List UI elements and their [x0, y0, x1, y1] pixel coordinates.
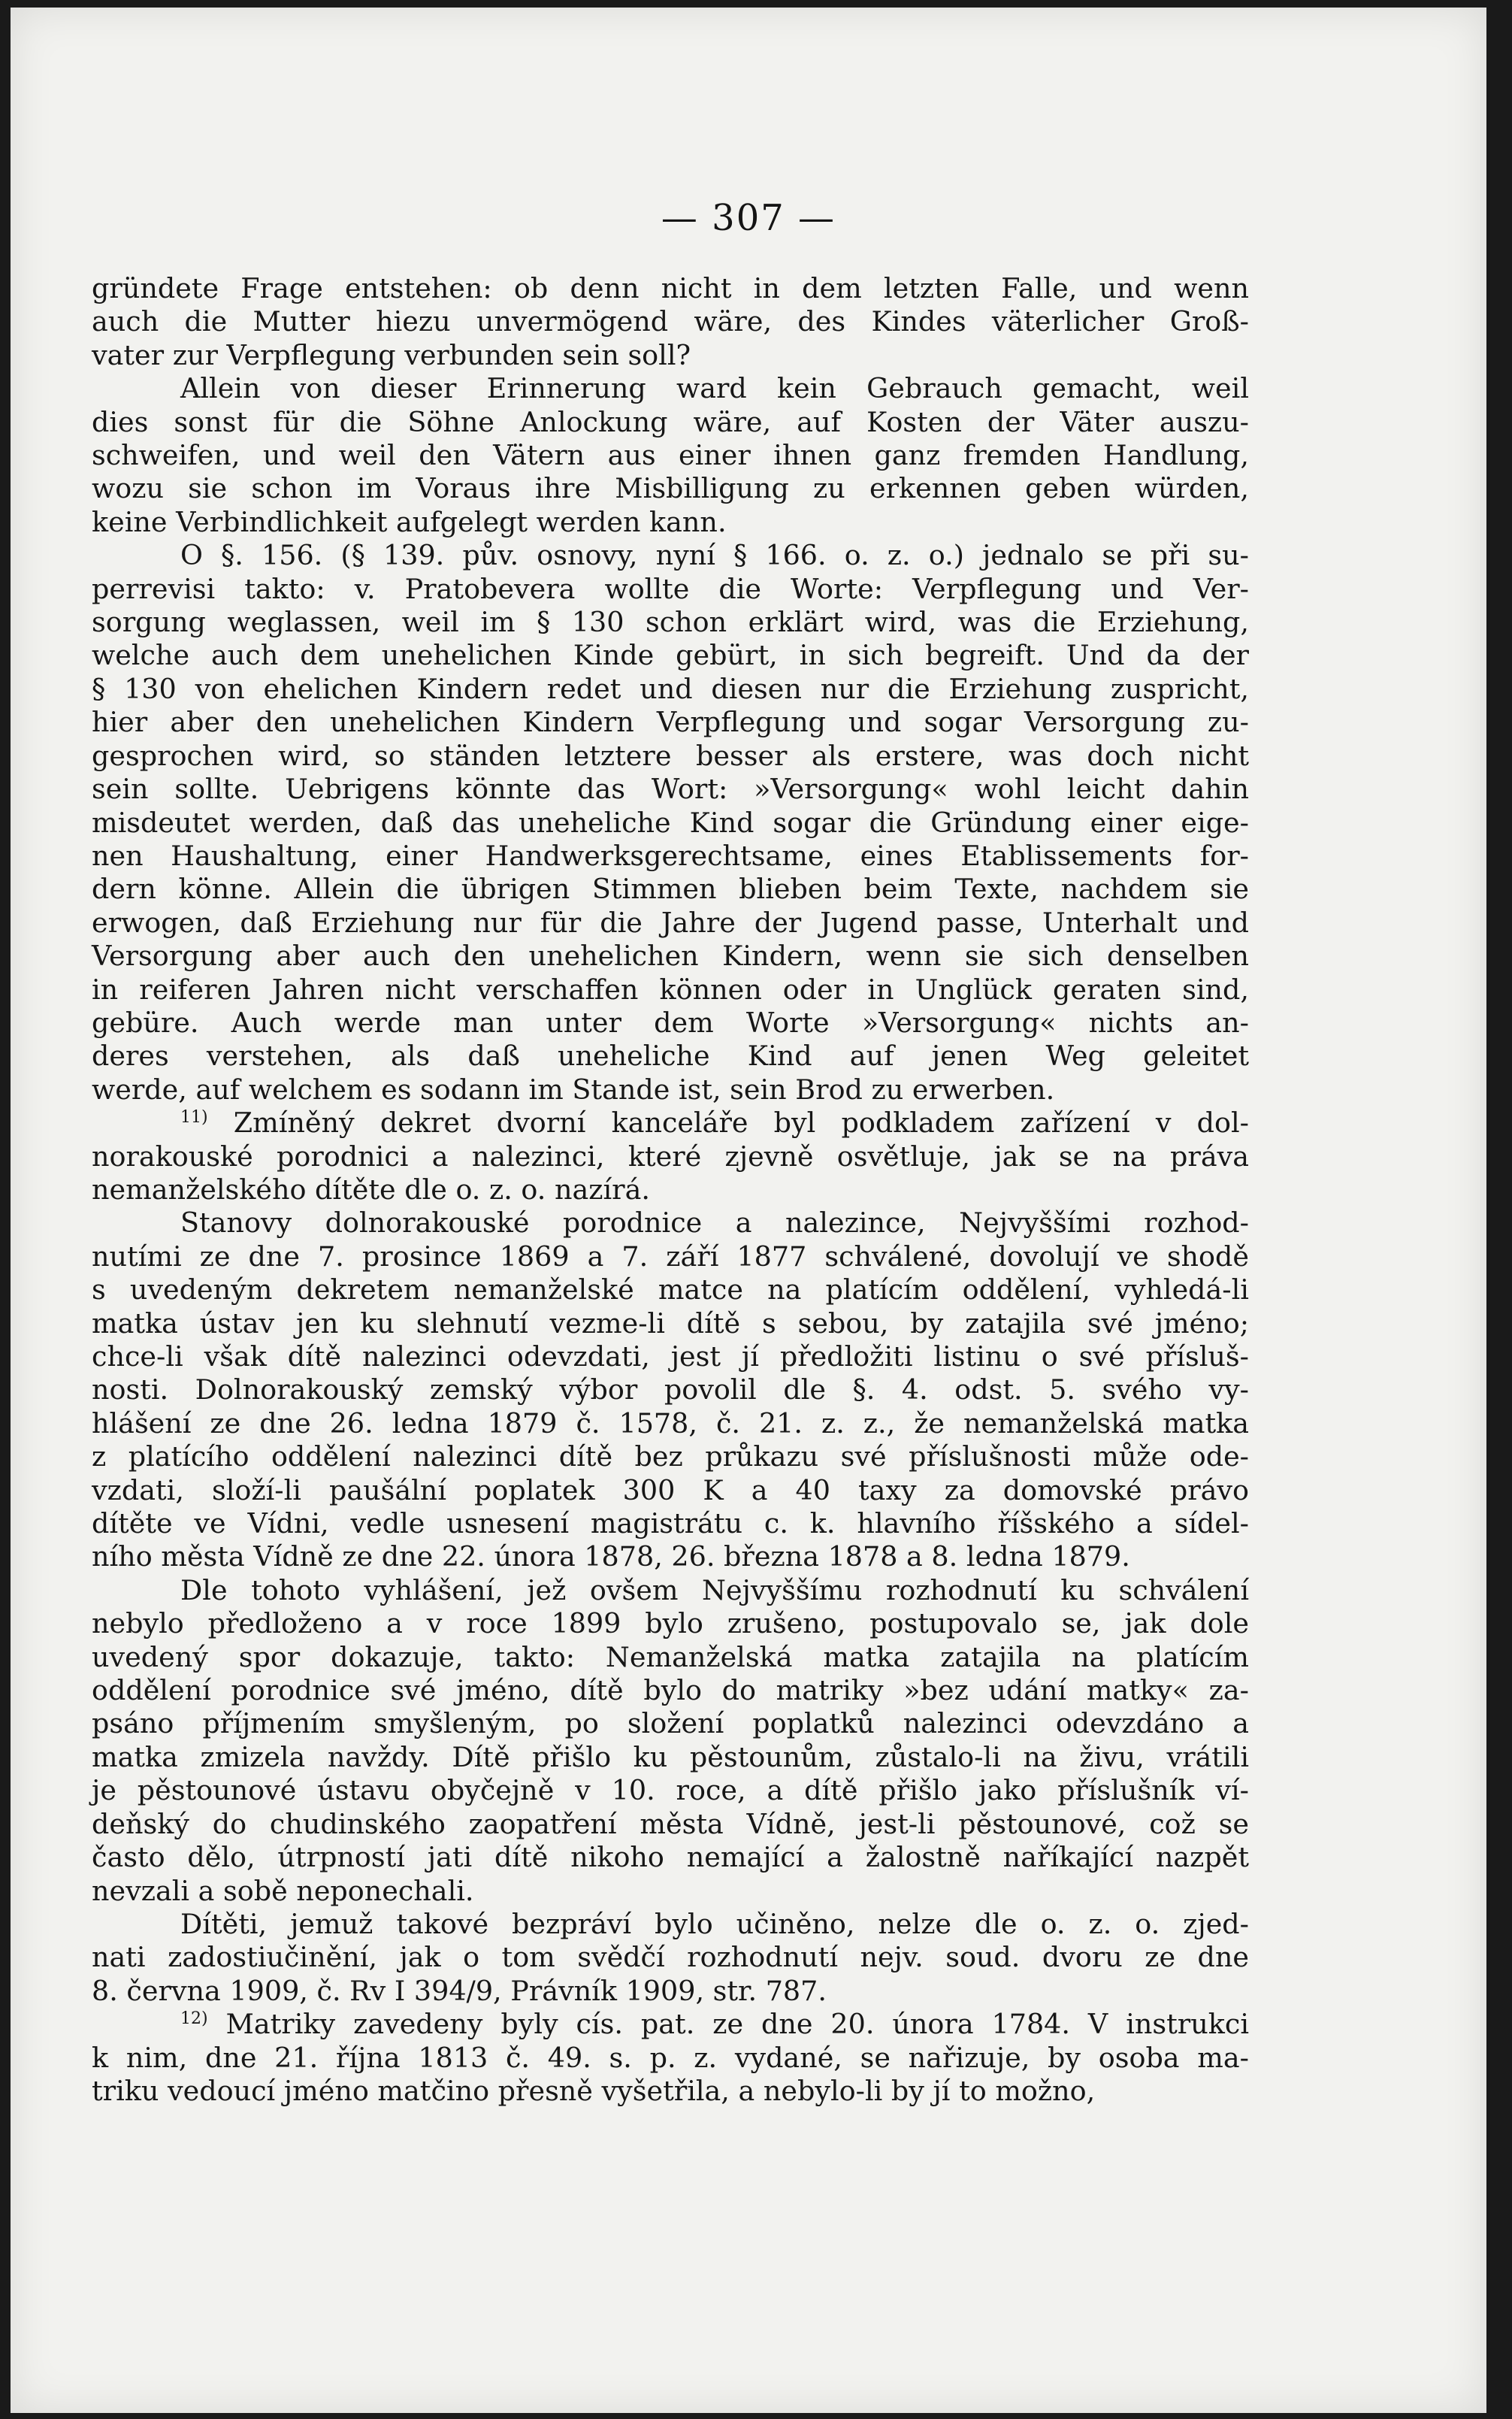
paragraph: [92, 1574, 1249, 1908]
text-line: sorgung weglassen, weil im § 130 schon erklärt wird, was die Erziehung,: [92, 606, 1249, 639]
text-line: s uvedeným dekretem nemanželské matce na platícím oddělení, vyhledá-li: [92, 1273, 1249, 1306]
book-page: [11, 8, 1486, 2413]
text-line: dies sonst für die Söhne Anlockung wäre, auf Kosten der Väter auszu-: [92, 405, 1249, 438]
text-line: z platícího oddělení nalezinci dítě bez průkazu své příslušnosti může ode-: [92, 1440, 1249, 1473]
text-line: psáno příjmením smyšleným, po složení poplatků nalezinci odevzdáno a: [92, 1707, 1249, 1740]
paragraph: [92, 372, 1249, 539]
text-line: schweifen, und weil den Vätern aus einer ihnen ganz fremden Handlung,: [92, 439, 1249, 472]
text-line: Dítěti, jemuž takové bezpráví bylo učiněno, nelze dle o. z. o. zjed-: [180, 1907, 1249, 1940]
text-line: nebylo předloženo a v roce 1899 bylo zrušeno, postupovalo se, jak dole: [92, 1607, 1249, 1640]
page-number: — 307 —: [661, 197, 836, 239]
text-line: perrevisi takto: v. Pratobevera wollte die Worte: Verpflegung und Ver-: [92, 572, 1249, 605]
text-line: misdeutet werden, daß das uneheliche Kind sogar die Gründung einer eige-: [92, 806, 1249, 839]
text-line: nati zadostiučinění, jak o tom svědčí rozhodnutí nejv. soud. dvoru ze dne: [92, 1941, 1249, 1974]
text-line: norakouské porodnici a nalezinci, které zjevně osvětluje, jak se na práva: [92, 1140, 1249, 1173]
text-line: matka zmizela navždy. Dítě přišlo ku pěstounům, zůstalo-li na živu, vrátili: [92, 1740, 1249, 1773]
text-line: $^{11)}$ Zmíněný dekret dvorní kanceláře byl podkladem zařízení v dol-: [180, 1107, 1249, 1140]
footnote-marker: 12): [180, 2009, 208, 2028]
text-line: Versorgung aber auch den unehelichen Kindern, wenn sie sich denselben: [92, 940, 1249, 973]
paragraph: [92, 272, 1249, 372]
text-line: nevzali a sobě neponechali.: [92, 1874, 474, 1907]
text-line: 8. června 1909, č. Rv I 394/9, Právník 1909, str. 787.: [92, 1974, 827, 2007]
text-line: § 130 von ehelichen Kindern redet und diesen nur die Erziehung zuspricht,: [92, 672, 1249, 705]
text-line: ního města Vídně ze dne 22. února 1878, 26. března 1878 a 8. ledna 1879.: [92, 1540, 1130, 1573]
text-line: werde, auf welchem es sodann im Stande ist, sein Brod zu erwerben.: [92, 1073, 1055, 1106]
text-line: deres verstehen, als daß uneheliche Kind auf jenen Weg geleitet: [92, 1040, 1249, 1073]
text-line: hier aber den unehelichen Kindern Verpflegung und sogar Versorgung zu-: [92, 706, 1249, 739]
text-line: často dělo, útrpností jati dítě nikoho nemající a žalostně naříkající nazpět: [92, 1841, 1249, 1874]
text-line: vater zur Verpflegung verbunden sein soll?: [92, 338, 691, 371]
text-line: nemanželského dítěte dle o. z. o. nazírá.: [92, 1173, 650, 1206]
text-line: oddělení porodnice své jméno, dítě bylo do matriky »bez udání matky« za-: [92, 1674, 1249, 1707]
text-line: keine Verbindlichkeit aufgelegt werden kann.: [92, 505, 727, 538]
text-line: gründete Frage entstehen: ob denn nicht in dem letzten Falle, und wenn: [92, 272, 1249, 304]
text-line: Dle tohoto vyhlášení, jež ovšem Nejvyššímu rozhodnutí ku schválení: [180, 1573, 1249, 1606]
text-line: nosti. Dolnorakouský zemský výbor povolil dle §. 4. odst. 5. svého vy-: [92, 1373, 1249, 1406]
text-line: sein sollte. Uebrigens könnte das Wort: »Versorgung« wohl leicht dahin: [92, 773, 1249, 806]
text-line: vzdati, složí-li paušální poplatek 300 K a 40 taxy za domovské právo: [92, 1473, 1249, 1506]
text-line: matka ústav jen ku slehnutí vezme-li dítě s sebou, by zatajila své jméno;: [92, 1306, 1249, 1340]
text-line: erwogen, daß Erziehung nur für die Jahre der Jugend passe, Unterhalt und: [92, 906, 1249, 939]
text-line: Allein von dieser Erinnerung ward kein Gebrauch gemacht, weil: [180, 372, 1249, 405]
text-line: je pěstounové ústavu obyčejně v 10. roce, a dítě přišlo jako příslušník ví-: [92, 1774, 1249, 1807]
paragraph: [92, 1206, 1249, 1573]
footnote-marker: 11): [180, 1108, 208, 1127]
text-line: dítěte ve Vídni, vedle usnesení magistrátu c. k. hlavního říšského a sídel-: [92, 1507, 1249, 1540]
footnote-paragraph: [92, 1107, 1249, 1206]
text-line: in reiferen Jahren nicht verschaffen können oder in Unglück geraten sind,: [92, 973, 1249, 1006]
paragraph: [92, 539, 1249, 1107]
text-line: hlášení ze dne 26. ledna 1879 č. 1578, č. 21. z. z., že nemanželská matka: [92, 1406, 1249, 1440]
text-line: k nim, dne 21. října 1813 č. 49. s. p. z. vydané, se nařizuje, by osoba ma-: [92, 2041, 1249, 2074]
text-line: gebüre. Auch werde man unter dem Worte »Versorgung« nichts an-: [92, 1006, 1249, 1039]
text-line: O §. 156. (§ 139. pův. osnovy, nyní § 166. o. z. o.) jednalo se při su-: [180, 539, 1249, 572]
footnote-paragraph: [92, 2008, 1249, 2108]
text-line: Stanovy dolnorakouské porodnice a nalezince, Nejvyššími rozhod-: [180, 1206, 1249, 1240]
text-line: wozu sie schon im Voraus ihre Misbilligung zu erkennen geben würden,: [92, 472, 1249, 505]
text-line: welche auch dem unehelichen Kinde gebürt, in sich begreift. Und da der: [92, 639, 1249, 672]
text-line: deňský do chudinského zaopatření města Vídně, jest-li pěstounové, což se: [92, 1807, 1249, 1840]
text-line: $^{12)}$ Matriky zavedeny byly cís. pat. ze dne 20. února 1784. V instrukci: [180, 2008, 1249, 2041]
text-line: nen Haushaltung, einer Handwerksgerechtsame, eines Etablissements for-: [92, 839, 1249, 872]
text-line: dern könne. Allein die übrigen Stimmen blieben beim Texte, nachdem sie: [92, 873, 1249, 906]
paragraph: [92, 1908, 1249, 2008]
text-line: nutími ze dne 7. prosince 1869 a 7. září 1877 schválené, dovolují ve shodě: [92, 1240, 1249, 1273]
text-line: auch die Mutter hiezu unvermögend wäre, des Kindes väterlicher Groß-: [92, 305, 1249, 338]
text-line: chce-li však dítě nalezinci odevzdati, jest jí předložiti listinu o své přísluš-: [92, 1340, 1249, 1373]
text-line: uvedený spor dokazuje, takto: Nemanželská matka zatajila na platícím: [92, 1640, 1249, 1673]
text-line: triku vedoucí jméno matčino přesně vyšetřila, a nebylo-li by jí to možno,: [92, 2074, 1096, 2107]
text-line: gesprochen wird, so ständen letztere besser als erstere, was doch nicht: [92, 739, 1249, 772]
body-text: [92, 272, 1249, 2108]
